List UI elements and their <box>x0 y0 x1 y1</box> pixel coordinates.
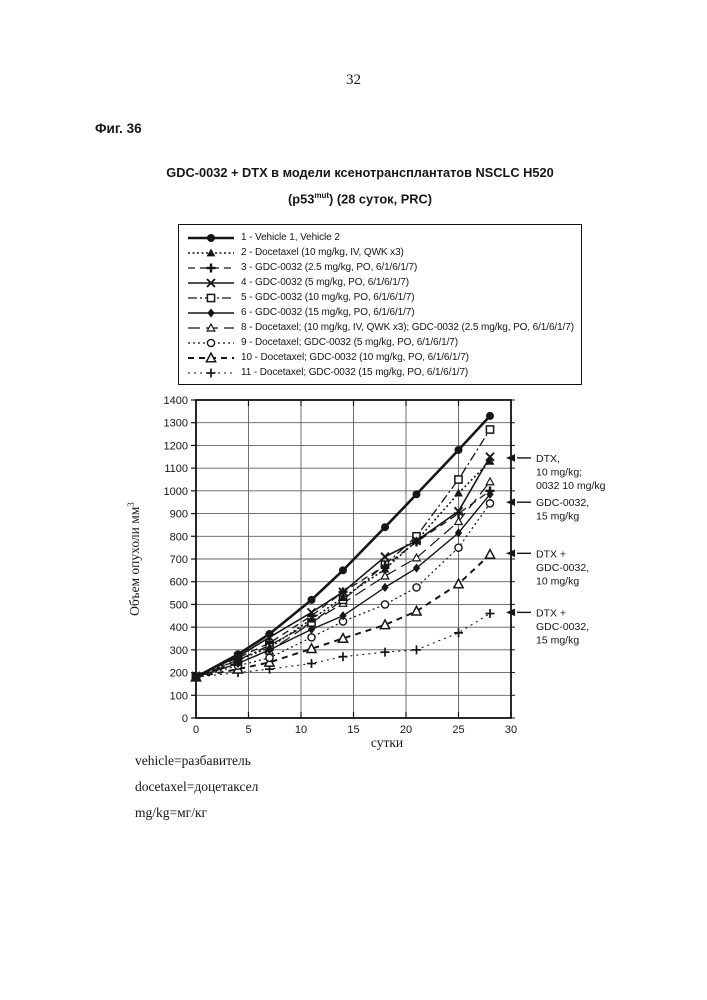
legend-sample <box>187 276 235 290</box>
triangle-open-small-icon <box>381 572 389 579</box>
legend-item <box>187 275 575 290</box>
triangle-open-icon <box>412 606 421 615</box>
square-open-icon <box>207 294 214 301</box>
legend-sample <box>187 246 235 260</box>
legend-item <box>187 350 575 365</box>
x-axis-tick-label: 20 <box>399 724 413 736</box>
y-axis-tick-label: 800 <box>169 531 188 544</box>
legend-item-label: 1 - Vehicle 1, Vehicle 2 <box>241 232 340 243</box>
y-axis-tick-label: 1400 <box>163 395 188 407</box>
y-axis-tick-label: 1300 <box>163 417 188 430</box>
legend-item-label: 4 - GDC-0032 (5 mg/kg, PO, 6/1/6/1/7) <box>241 277 410 288</box>
y-axis-tick-label: 300 <box>169 644 188 657</box>
legend-item-label: 9 - Docetaxel; GDC-0032 (5 mg/kg, PO, 6/1/6/1/7) <box>241 337 458 348</box>
annotation-label: DTX + <box>536 607 567 620</box>
y-axis-tick-label: 1100 <box>164 463 188 476</box>
legend-item <box>187 335 575 350</box>
chart-title-block <box>120 161 600 210</box>
x-axis-tick-label: 30 <box>504 724 518 736</box>
legend-item-label: 3 - GDC-0032 (2.5 mg/kg, PO, 6/1/6/1/7) <box>241 262 418 273</box>
chart-subtitle: $(p53^{mut})$ (28 суток, PRC) <box>288 191 432 207</box>
annotation <box>506 548 589 587</box>
footnote-line: mg/kg=мг/кг <box>135 805 208 820</box>
circle-filled-icon <box>308 596 316 604</box>
annotation-label: DTX + <box>536 548 567 561</box>
diamond-filled-icon <box>207 308 214 317</box>
legend-item-label: 8 - Docetaxel; (10 mg/kg, IV, QWK x3); GDC-0032 (2.5 mg/kg, PO, 6/1/6/1/7) <box>241 322 574 333</box>
legend-item <box>187 230 575 245</box>
x-axis-label: сутки <box>370 735 404 750</box>
legend-item <box>187 365 575 380</box>
legend-item <box>187 245 575 260</box>
legend-sample <box>187 231 235 245</box>
legend-sample <box>187 306 235 320</box>
legend-item <box>187 290 575 305</box>
chart <box>125 388 707 773</box>
legend-sample <box>187 321 235 335</box>
circle-open-icon <box>413 584 420 591</box>
y-axis-tick-label: 500 <box>169 599 188 612</box>
y-axis-tick-label: 900 <box>169 508 188 521</box>
footnotes <box>135 753 258 831</box>
circle-filled-icon <box>192 673 200 681</box>
annotation-label: GDC-0032, <box>536 497 590 510</box>
x-axis-tick-label: 25 <box>452 724 465 736</box>
annotation-label: GDC-0032, <box>536 561 590 574</box>
square-open-icon <box>486 426 493 433</box>
annotation <box>506 453 606 492</box>
square-open-icon <box>455 476 462 483</box>
page-number: 32 <box>346 72 361 88</box>
circle-filled-icon <box>207 234 215 242</box>
circle-open-icon <box>381 601 388 608</box>
annotation-label: GDC-0032, <box>536 620 590 633</box>
series-line <box>196 482 490 676</box>
triangle-open-icon <box>485 550 494 559</box>
y-axis-tick-label: 0 <box>181 713 188 725</box>
annotation <box>506 497 589 523</box>
circle-open-icon <box>455 544 462 551</box>
chart-plot-area <box>125 388 707 773</box>
y-axis-tick-label: 1000 <box>163 485 188 498</box>
annotation-label: DTX, <box>536 452 560 465</box>
legend-item-label: 5 - GDC-0032 (10 mg/kg, PO, 6/1/6/1/7) <box>241 292 415 303</box>
triangle-open-icon <box>454 579 463 588</box>
circle-filled-icon <box>339 566 347 574</box>
circle-filled-icon <box>234 650 242 658</box>
legend-sample <box>187 261 235 275</box>
chart-title: GDC-0032 + DTX в модели ксенотрансплантатов NSCLC H520 <box>166 165 554 180</box>
circle-filled-icon <box>381 523 389 531</box>
annotation-label: 15 mg/kg <box>536 510 580 523</box>
circle-open-icon <box>207 339 214 346</box>
superscript-mut: mut <box>314 191 329 200</box>
y-axis-tick-label: 200 <box>169 667 188 680</box>
annotation-label: 15 mg/kg <box>536 634 580 647</box>
legend-sample <box>187 291 235 305</box>
legend-item <box>187 260 575 275</box>
legend-sample <box>187 366 235 380</box>
y-axis-label: Объем опухоли $мм^3$ <box>126 502 142 616</box>
x-axis-tick-label: 0 <box>192 724 200 736</box>
legend-item-label: 11 - Docetaxel; GDC-0032 (15 mg/kg, PO, 6/1/6/1/7) <box>241 367 469 378</box>
legend-item-label: 10 - Docetaxel; GDC-0032 (10 mg/kg, PO, 6/1/6/1/7) <box>241 352 469 363</box>
annotation <box>506 607 589 646</box>
circle-filled-icon <box>266 630 274 638</box>
circle-open-icon <box>308 634 315 641</box>
series-8 <box>192 478 494 679</box>
x-axis-tick-label: 10 <box>294 724 308 736</box>
circle-filled-icon <box>413 490 421 498</box>
legend-item <box>187 320 575 335</box>
y-axis-tick-label: 400 <box>169 622 188 635</box>
circle-filled-icon <box>486 412 494 420</box>
series-line <box>196 491 490 676</box>
legend-item <box>187 305 575 320</box>
legend-item-label: 6 - GDC-0032 (15 mg/kg, PO, 6/1/6/1/7) <box>241 307 415 318</box>
annotation-label: 0032 10 mg/kg <box>536 479 606 492</box>
annotation-label: 10 mg/kg <box>536 575 580 588</box>
x-axis-tick-label: 15 <box>347 724 360 736</box>
footnote-line: docetaxel=доцетаксел <box>135 779 259 794</box>
y-axis-tick-label: 1200 <box>163 440 188 453</box>
triangle-open-small-icon <box>486 478 494 485</box>
x-axis-tick-label: 5 <box>245 724 252 736</box>
diamond-filled-icon <box>413 563 420 572</box>
diamond-filled-icon <box>381 583 388 592</box>
legend-sample <box>187 351 235 365</box>
legend-item-label: 2 - Docetaxel (10 mg/kg, IV, QWK x3) <box>241 247 404 258</box>
y-axis-tick-label: 700 <box>169 554 188 566</box>
y-axis-tick-label: 600 <box>169 576 188 589</box>
circle-open-icon <box>266 654 273 661</box>
circle-open-icon <box>486 500 493 507</box>
figure-label: Фиг. 36 <box>95 121 142 136</box>
legend-sample <box>187 336 235 350</box>
chart-legend <box>178 224 582 385</box>
footnote-line: vehicle=разбавитель <box>135 753 251 768</box>
y-axis-tick-label: 100 <box>169 690 188 703</box>
annotation-label: 10 mg/kg; <box>536 466 583 479</box>
circle-filled-icon <box>455 446 463 454</box>
